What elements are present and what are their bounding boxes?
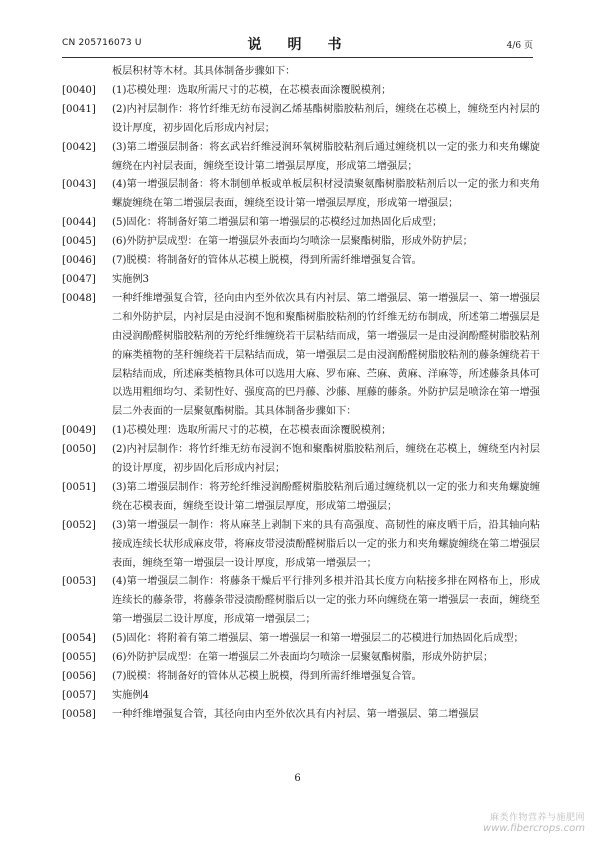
paragraph-number: [0054] bbox=[62, 633, 96, 645]
page-reference: 4/6 页 bbox=[506, 41, 533, 51]
paragraph-text: 一种纤维增强复合管，径向由内至外依次具有内衬层、第二增强层、第一增强层一、第一增强层二和外防护层，内衬层是由浸润不饱和聚酯树脂胶粘剂的竹纤维无纺布制成，所述第二增强层是由浸润酚醛树脂胶粘剂的芳纶纤维缠绕若干层粘结而成，第一增强层一是由浸润酚醛树脂胶粘剂的麻类植物的茎秆缠绕若干层粘结而成，第一增强层二是由浸润酚醛树脂胶粘剂的藤条缠绕若干层粘结而成，所述麻类植物具体可以选用大麻、罗布麻、苎麻、黄麻、洋麻等，所述藤条具体可以选用粗细均匀、柔韧性好、强度高的巴丹藤、沙藤、厘藤的藤条。外防护层是喷涂在第一增强层二外表面的一层聚氨酯树脂。其具体制备步骤如下： bbox=[112, 292, 540, 418]
paragraph-number: [0045] bbox=[62, 236, 96, 248]
paragraph-text: (7)脱模：将制备好的管体从芯模上脱模，得到所需纤维增强复合管。 bbox=[112, 255, 422, 267]
paragraph-text: (2)内衬层制作：将竹纤维无纺布浸润不饱和聚酯树脂胶粘剂后，缠绕在芯模上，缠绕至内衬层的设计厚度，初步固化后形成内衬层； bbox=[112, 444, 540, 475]
example-heading bbox=[62, 271, 540, 290]
paragraph bbox=[62, 687, 540, 706]
paragraph-number: [0042] bbox=[62, 141, 96, 153]
site-watermark bbox=[483, 810, 585, 834]
paragraph-number: [0047] bbox=[62, 273, 96, 285]
paragraph bbox=[62, 649, 540, 668]
paragraph-number: [0046] bbox=[62, 255, 96, 267]
paragraph-text: (4)第一增强层二制作：将藤条干燥后平行排列多根并沿其长度方向粘接多排在网格布上，形成连续长的藤条带，将藤条带浸渍酚醛树脂后以一定的张力环向缠绕在第一增强层一表面，缠绕至第一增强层二设计厚度，形成第一增强层二； bbox=[112, 576, 540, 626]
paragraph-number: [0053] bbox=[62, 576, 96, 588]
paragraph-number: [0040] bbox=[62, 84, 96, 96]
paragraph bbox=[62, 139, 540, 177]
paragraph-text: (1)芯模处理：选取所需尺寸的芯模，在芯模表面涂覆脱模剂； bbox=[112, 84, 392, 96]
paragraph bbox=[62, 441, 540, 479]
paragraph-text: (5)固化：将制备好第二增强层和第一增强层的芯模经过加热固化后成型； bbox=[112, 217, 443, 229]
paragraph-text: 实施例4 bbox=[112, 689, 150, 701]
paragraph bbox=[62, 517, 540, 574]
paragraph bbox=[62, 422, 540, 441]
paragraph-text: (3)第二增强层制作：将芳纶纤维浸润酚醛树脂胶粘剂后通过缠绕机以一定的张力和夹角螺旋缠绕在芯模表面，缠绕至设计第二增强层厚度，形成第二增强层； bbox=[112, 481, 540, 512]
paragraph-number bbox=[62, 63, 112, 82]
paragraph-text: (7)脱模：将制备好的管体从芯模上脱模，得到所需纤维增强复合管。 bbox=[112, 671, 422, 682]
paragraph-text: (3)第一增强层一制作：将从麻茎上剥制下来的具有高强度、高韧性的麻皮晒干后，沿其轴向粘接成连续长状形成麻皮带，将麻皮带浸渍酚醛树脂后以一定的张力和夹角螺旋缠绕在第二增强层表面，缠绕至第一增强层一设计厚度，形成第一增强层一； bbox=[112, 519, 540, 569]
paragraph bbox=[62, 82, 540, 101]
paragraph-number: [0044] bbox=[62, 217, 96, 229]
paragraph-number: [0050] bbox=[62, 444, 96, 456]
paragraph-number: [0058] bbox=[62, 708, 96, 720]
paragraph-text: (5)固化：将附着有第二增强层、第一增强层一和第一增强层二的芯模进行加热固化后成型； bbox=[112, 633, 524, 645]
paragraph-number: [0055] bbox=[62, 652, 96, 664]
paragraph-text: (1)芯模处理：选取所需尺寸的芯模，在芯模表面涂覆脱模剂； bbox=[112, 425, 392, 437]
paragraph-number: [0043] bbox=[62, 179, 96, 191]
paragraph-text: (2)内衬层制作：将竹纤维无纺布浸润乙烯基酯树脂胶粘剂后，缠绕在芯模上，缠绕至内衬层的设计厚度，初步固化后形成内衬层； bbox=[112, 103, 540, 134]
watermark-url: www.fibercrops.com bbox=[483, 823, 585, 834]
paragraph bbox=[62, 479, 540, 517]
paragraph-number: [0048] bbox=[62, 292, 96, 304]
paragraph-number: [0041] bbox=[62, 103, 96, 115]
paragraph bbox=[62, 252, 540, 271]
header-divider bbox=[62, 57, 533, 58]
paragraph-text: 一种纤维增强复合管，其径向由内至外依次具有内衬层、第一增强层、第二增强层 bbox=[112, 708, 479, 720]
paragraph-text: (3)第二增强层制备：将玄武岩纤维浸润环氧树脂胶粘剂后通过缠绕机以一定的张力和夹角螺旋缠绕在内衬层表面，缠绕至设计第二增强层厚度，形成第二增强层； bbox=[112, 141, 540, 172]
paragraph bbox=[62, 214, 540, 233]
paragraph-number: [0057] bbox=[62, 689, 96, 701]
watermark-site-name: 麻类作物营养与施肥网 bbox=[489, 813, 585, 823]
paragraph-text: 实施例3 bbox=[112, 273, 150, 285]
paragraph bbox=[62, 290, 540, 422]
paragraph-number: [0056] bbox=[62, 671, 96, 682]
paragraph bbox=[62, 573, 540, 630]
document-title: 说 明 书 bbox=[247, 37, 348, 53]
paragraph bbox=[62, 668, 540, 687]
paragraph-number: [0052] bbox=[62, 519, 96, 531]
page-number: 6 bbox=[294, 773, 301, 784]
paragraph-text: (6)外防护层成型：在第一增强层外表面均匀喷涂一层聚酯树脂，形成外防护层； bbox=[112, 236, 473, 248]
paragraph-text: (6)外防护层成型：在第一增强层二外表面均匀喷涂一层聚氨酯树脂，形成外防护层； bbox=[112, 652, 494, 664]
patent-number: CN 205716073 U bbox=[62, 38, 142, 48]
paragraph bbox=[62, 233, 540, 252]
paragraph-number: [0049] bbox=[62, 425, 96, 437]
document-body bbox=[62, 63, 540, 725]
example-heading bbox=[62, 706, 540, 725]
paragraph bbox=[62, 63, 540, 82]
paragraph-number: [0051] bbox=[62, 481, 96, 493]
page-header bbox=[62, 34, 533, 52]
paragraph bbox=[62, 176, 540, 214]
paragraph bbox=[62, 101, 540, 139]
paragraph-text: 板层积材等木材。其具体制备步骤如下： bbox=[112, 66, 296, 77]
paragraph-text: (4)第一增强层制备：将木制刨单板或单板层积材浸渍聚氨酯树脂胶粘剂后以一定的张力和夹角螺旋缠绕在第二增强层表面，缠绕至设计第一增强层厚度，形成第一增强层； bbox=[112, 179, 540, 210]
paragraph bbox=[62, 630, 540, 649]
